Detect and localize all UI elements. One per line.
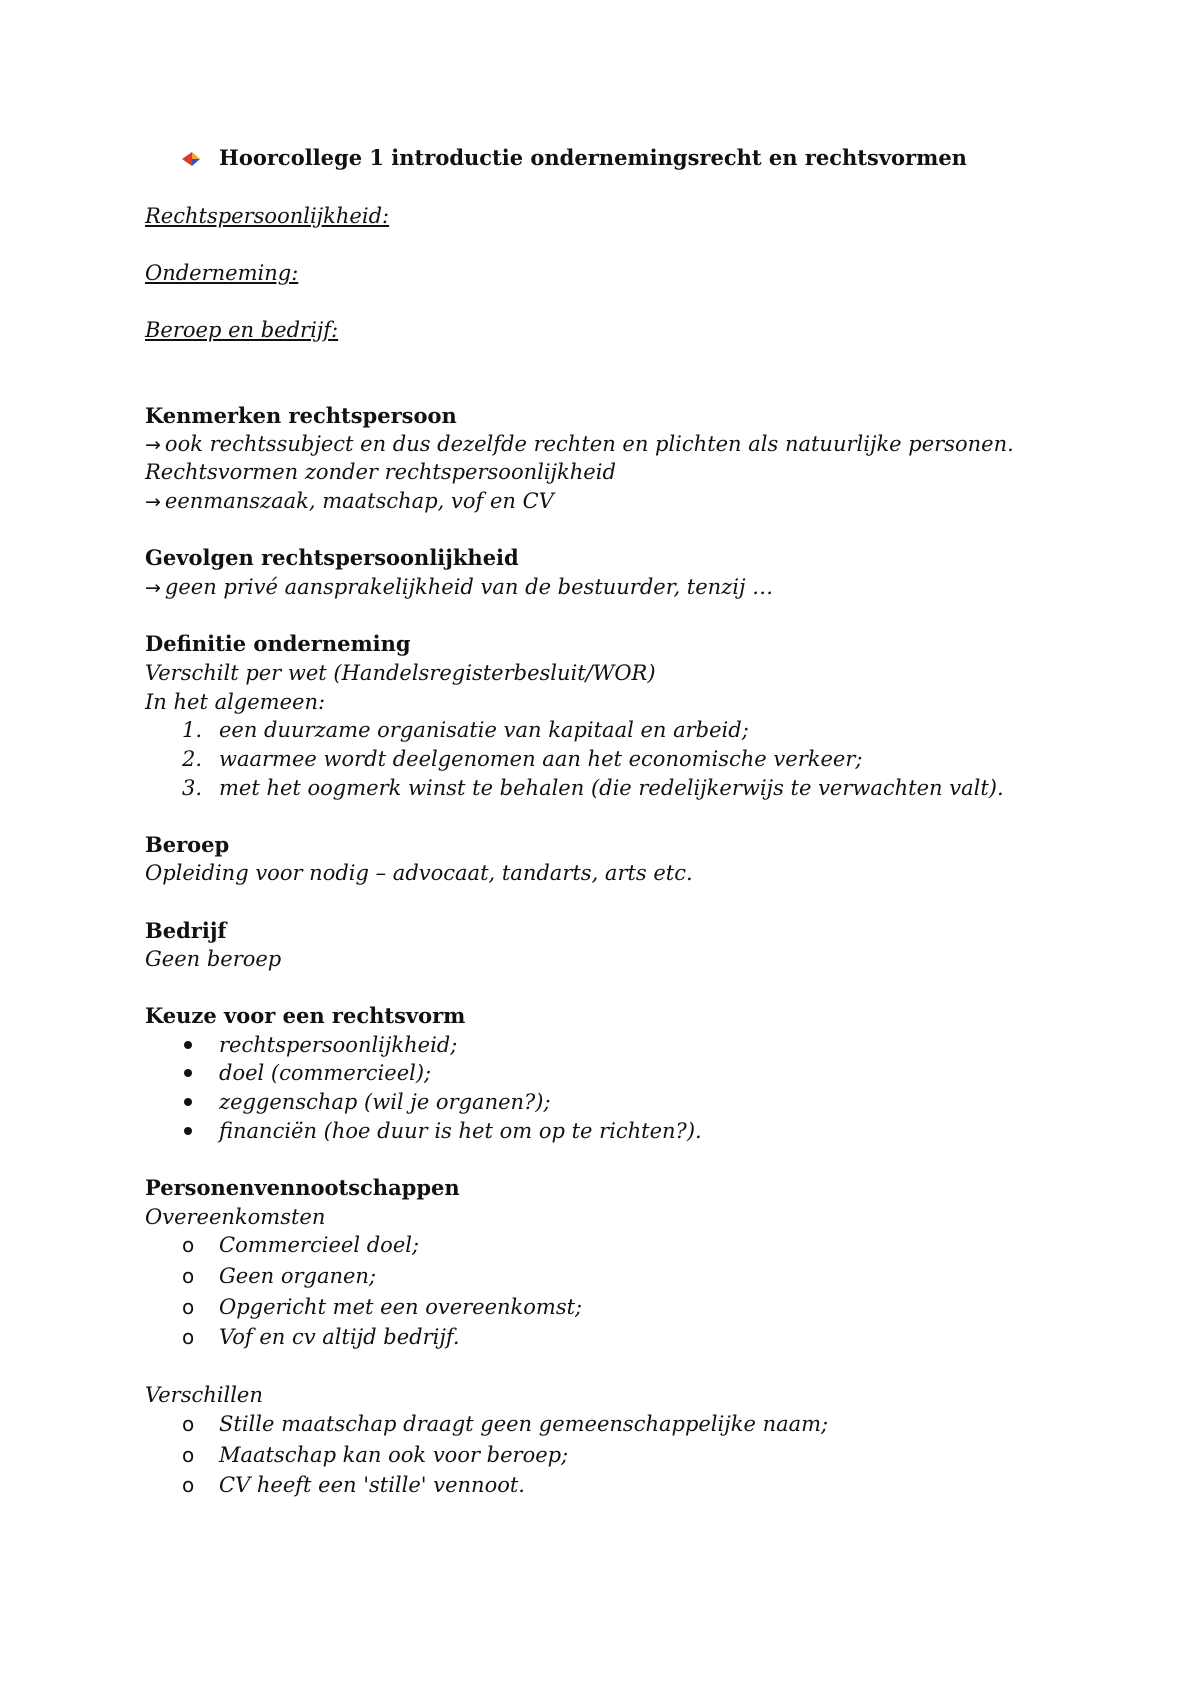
circle-bullet-icon: o xyxy=(182,1264,195,1288)
right-arrow-icon: → xyxy=(145,434,161,456)
circle-bullet-icon: o xyxy=(182,1412,195,1436)
kenmerken-line-2: Rechtsvormen zonder rechtspersoonlijkheid xyxy=(145,460,616,484)
gevolgen-text-1: geen privé aansprakelijkheid van de bestuurder, tenzij … xyxy=(164,575,774,599)
list-item: rechtspersoonlijkheid; xyxy=(219,1033,458,1057)
heading-keuze: Keuze voor een rechtsvorm xyxy=(145,1003,466,1028)
personen-sub-overeenkomsten: Overeenkomsten xyxy=(145,1205,326,1229)
right-arrow-icon: → xyxy=(145,577,161,599)
list-item: financiën (hoe duur is het om op te richten?). xyxy=(219,1119,702,1143)
list-item: Maatschap kan ook voor beroep; xyxy=(219,1443,569,1467)
list-number: 2. xyxy=(182,747,203,771)
definitie-line-1: Verschilt per wet (Handelsregisterbesluit/WOR) xyxy=(145,661,656,685)
list-item: met het oogmerk winst te behalen (die redelijkerwijs te verwachten valt). xyxy=(219,776,1004,800)
heading-beroep: Beroep xyxy=(145,832,230,857)
list-number: 1. xyxy=(182,718,203,742)
right-arrow-icon: → xyxy=(145,491,161,513)
gevolgen-line-1 xyxy=(145,573,773,602)
circle-bullet-icon: o xyxy=(182,1325,195,1349)
kenmerken-text-1: ook rechtssubject en dus dezelfde rechten en plichten als natuurlijke personen. xyxy=(164,432,1014,456)
heading-bedrijf: Bedrijf xyxy=(145,918,227,943)
personen-sub-verschillen: Verschillen xyxy=(145,1383,263,1407)
list-item: doel (commercieel); xyxy=(219,1061,432,1085)
heading-gevolgen: Gevolgen rechtspersoonlijkheid xyxy=(145,545,519,570)
list-item: Commercieel doel; xyxy=(219,1233,420,1257)
list-item: een duurzame organisatie van kapitaal en arbeid; xyxy=(219,718,749,742)
beroep-line-1: Opleiding voor nodig – advocaat, tandarts, arts etc. xyxy=(145,861,693,885)
list-item: Vof en cv altijd bedrijf. xyxy=(219,1325,460,1349)
list-item: zeggenschap (wil je organen?); xyxy=(219,1090,551,1114)
heading-definitie: Definitie onderneming xyxy=(145,631,411,656)
list-item: CV heeft een 'stille' vennoot. xyxy=(219,1473,525,1497)
arrow-bullet-icon xyxy=(182,152,200,166)
circle-bullet-icon: o xyxy=(182,1443,195,1467)
heading-personen: Personenvennootschappen xyxy=(145,1175,460,1200)
list-item: Opgericht met een overeenkomst; xyxy=(219,1295,583,1319)
kenmerken-line-1 xyxy=(145,430,1014,459)
list-item: Stille maatschap draagt geen gemeenschappelijke naam; xyxy=(219,1412,829,1436)
bedrijf-line-1: Geen beroep xyxy=(145,947,282,971)
page-title: Hoorcollege 1 introductie ondernemingsrecht en rechtsvormen xyxy=(219,145,967,170)
definitie-line-2: In het algemeen: xyxy=(145,690,326,714)
circle-bullet-icon: o xyxy=(182,1473,195,1497)
section-link-rechtspersoonlijkheid: Rechtspersoonlijkheid: xyxy=(145,204,390,228)
list-item: Geen organen; xyxy=(219,1264,377,1288)
heading-kenmerken: Kenmerken rechtspersoon xyxy=(145,403,457,428)
kenmerken-text-3: eenmanszaak, maatschap, vof en CV xyxy=(164,489,554,513)
list-number: 3. xyxy=(182,776,203,800)
kenmerken-line-3 xyxy=(145,487,554,516)
circle-bullet-icon: o xyxy=(182,1295,195,1319)
section-link-onderneming: Onderneming: xyxy=(145,261,299,285)
section-link-beroep-bedrijf: Beroep en bedrijf: xyxy=(145,318,339,342)
list-item: waarmee wordt deelgenomen aan het economische verkeer; xyxy=(219,747,863,771)
circle-bullet-icon: o xyxy=(182,1233,195,1257)
